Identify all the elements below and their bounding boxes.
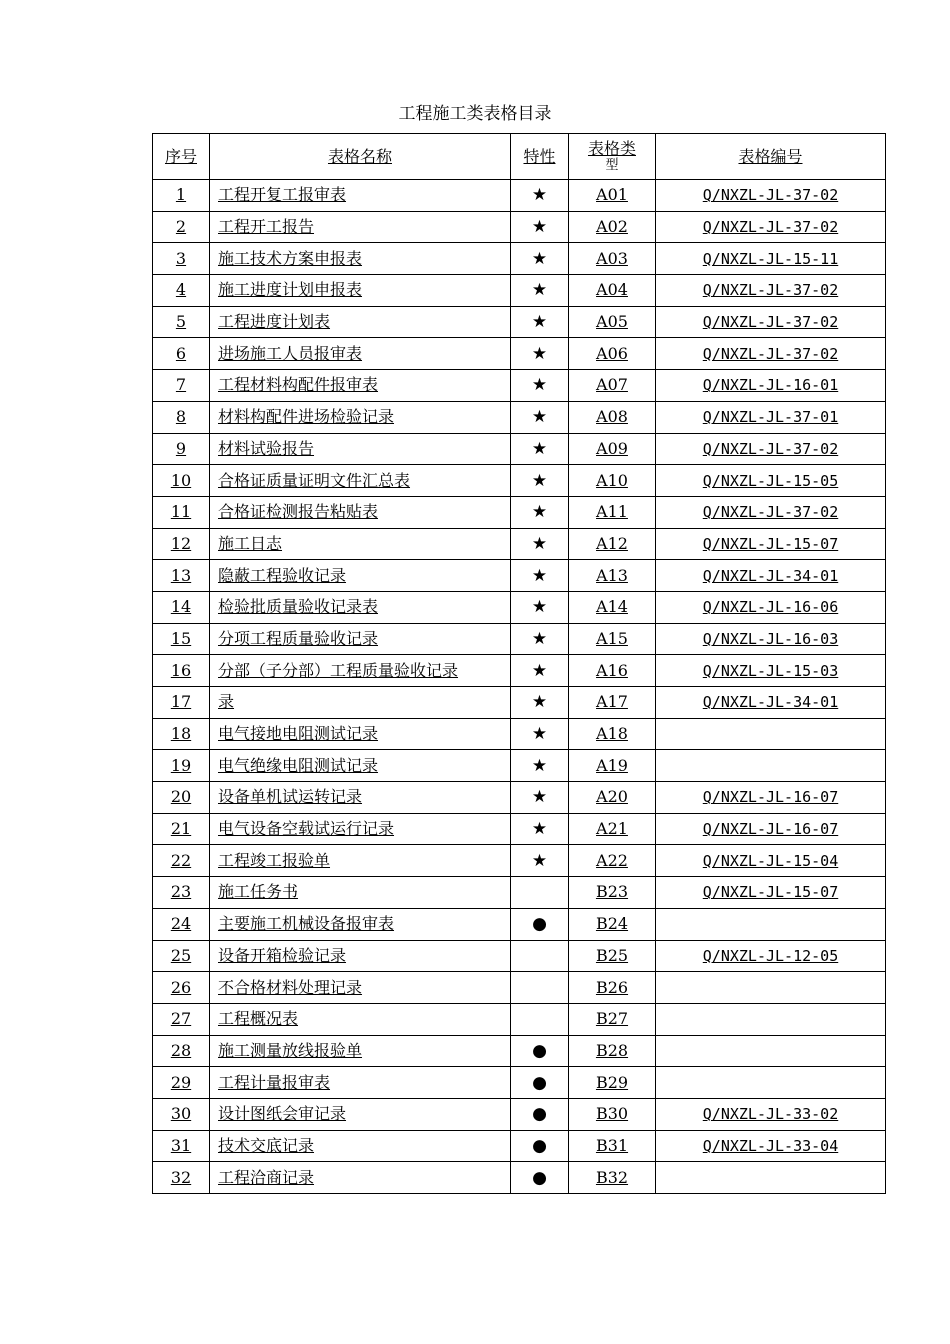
row-form-name: 合格证检测报告粘贴表 xyxy=(210,496,511,528)
table-row xyxy=(153,465,886,497)
table-row xyxy=(153,782,886,814)
row-form-type: A15 xyxy=(569,623,656,655)
table-row xyxy=(153,845,886,877)
row-feature-mark: ★ xyxy=(511,465,569,497)
row-form-type: B28 xyxy=(569,1035,656,1067)
row-form-name: 工程进度计划表 xyxy=(210,306,511,338)
row-feature-mark: ★ xyxy=(511,370,569,402)
row-form-name: 合格证质量证明文件汇总表 xyxy=(210,465,511,497)
row-form-name: 不合格材料处理记录 xyxy=(210,972,511,1004)
form-catalog-table xyxy=(152,133,886,1194)
row-form-type: B32 xyxy=(569,1162,656,1194)
row-feature-mark: ★ xyxy=(511,782,569,814)
row-form-name: 工程洽商记录 xyxy=(210,1162,511,1194)
table-row xyxy=(153,940,886,972)
row-number: 31 xyxy=(153,1130,210,1162)
table-row xyxy=(153,211,886,243)
row-number: 9 xyxy=(153,433,210,465)
row-form-code xyxy=(656,908,886,940)
table-row xyxy=(153,1162,886,1194)
table-row xyxy=(153,687,886,719)
row-form-code: Q/NXZL-JL-16-03 xyxy=(656,623,886,655)
row-feature-mark xyxy=(511,877,569,909)
row-form-code xyxy=(656,1003,886,1035)
row-feature-mark: ★ xyxy=(511,401,569,433)
table-row xyxy=(153,560,886,592)
row-form-name: 工程材料构配件报审表 xyxy=(210,370,511,402)
row-number: 2 xyxy=(153,211,210,243)
row-form-name: 电气接地电阻测试记录 xyxy=(210,718,511,750)
row-feature-mark: ★ xyxy=(511,243,569,275)
row-form-type: B31 xyxy=(569,1130,656,1162)
table-row xyxy=(153,433,886,465)
header-no: 序号 xyxy=(153,134,210,180)
header-name: 表格名称 xyxy=(210,134,511,180)
row-form-code: Q/NXZL-JL-37-02 xyxy=(656,338,886,370)
table-row xyxy=(153,655,886,687)
row-form-type: A14 xyxy=(569,591,656,623)
row-form-code: Q/NXZL-JL-34-01 xyxy=(656,560,886,592)
row-form-name: 施工日志 xyxy=(210,528,511,560)
row-feature-mark: ● xyxy=(511,1067,569,1099)
row-form-name: 工程计量报审表 xyxy=(210,1067,511,1099)
row-form-type: B27 xyxy=(569,1003,656,1035)
row-form-name: 分部（子分部）工程质量验收记录 xyxy=(210,655,511,687)
row-number: 24 xyxy=(153,908,210,940)
row-form-type: A05 xyxy=(569,306,656,338)
row-feature-mark: ★ xyxy=(511,433,569,465)
header-feature: 特性 xyxy=(511,134,569,180)
row-number: 23 xyxy=(153,877,210,909)
row-feature-mark: ★ xyxy=(511,687,569,719)
row-form-name: 录 xyxy=(210,687,511,719)
row-number: 26 xyxy=(153,972,210,1004)
table-row xyxy=(153,591,886,623)
row-feature-mark: ★ xyxy=(511,655,569,687)
row-feature-mark xyxy=(511,940,569,972)
row-form-type: A20 xyxy=(569,782,656,814)
row-number: 32 xyxy=(153,1162,210,1194)
row-number: 19 xyxy=(153,750,210,782)
row-form-code: Q/NXZL-JL-15-05 xyxy=(656,465,886,497)
row-form-name: 电气设备空载试运行记录 xyxy=(210,813,511,845)
header-type: 表格类 型 xyxy=(569,134,656,180)
row-feature-mark: ★ xyxy=(511,750,569,782)
table-row xyxy=(153,718,886,750)
row-form-name: 隐蔽工程验收记录 xyxy=(210,560,511,592)
row-form-code: Q/NXZL-JL-37-02 xyxy=(656,180,886,212)
row-feature-mark: ★ xyxy=(511,560,569,592)
table-row xyxy=(153,813,886,845)
table-row xyxy=(153,275,886,307)
row-feature-mark: ● xyxy=(511,1162,569,1194)
row-form-code xyxy=(656,972,886,1004)
row-form-name: 分项工程质量验收记录 xyxy=(210,623,511,655)
row-number: 10 xyxy=(153,465,210,497)
row-number: 14 xyxy=(153,591,210,623)
row-form-name: 工程竣工报验单 xyxy=(210,845,511,877)
row-number: 8 xyxy=(153,401,210,433)
table-row xyxy=(153,338,886,370)
row-form-type: A11 xyxy=(569,496,656,528)
row-form-code: Q/NXZL-JL-37-02 xyxy=(656,275,886,307)
row-form-code: Q/NXZL-JL-33-02 xyxy=(656,1098,886,1130)
row-number: 7 xyxy=(153,370,210,402)
page-title: 工程施工类表格目录 xyxy=(398,104,552,124)
row-number: 11 xyxy=(153,496,210,528)
row-form-type: A21 xyxy=(569,813,656,845)
header-code: 表格编号 xyxy=(656,134,886,180)
row-number: 3 xyxy=(153,243,210,275)
table-row xyxy=(153,180,886,212)
row-number: 12 xyxy=(153,528,210,560)
table-row xyxy=(153,908,886,940)
table-row xyxy=(153,1003,886,1035)
row-feature-mark: ★ xyxy=(511,180,569,212)
row-feature-mark: ★ xyxy=(511,845,569,877)
row-form-type: A12 xyxy=(569,528,656,560)
row-form-code: Q/NXZL-JL-15-04 xyxy=(656,845,886,877)
row-feature-mark: ★ xyxy=(511,813,569,845)
row-feature-mark: ★ xyxy=(511,306,569,338)
row-form-type: B25 xyxy=(569,940,656,972)
row-number: 15 xyxy=(153,623,210,655)
row-form-code: Q/NXZL-JL-12-05 xyxy=(656,940,886,972)
row-form-type: A02 xyxy=(569,211,656,243)
row-form-code: Q/NXZL-JL-37-02 xyxy=(656,306,886,338)
row-number: 5 xyxy=(153,306,210,338)
row-feature-mark: ★ xyxy=(511,338,569,370)
row-number: 22 xyxy=(153,845,210,877)
row-form-name: 主要施工机械设备报审表 xyxy=(210,908,511,940)
row-feature-mark: ● xyxy=(511,1098,569,1130)
row-feature-mark: ● xyxy=(511,908,569,940)
row-number: 28 xyxy=(153,1035,210,1067)
row-form-type: A13 xyxy=(569,560,656,592)
row-number: 17 xyxy=(153,687,210,719)
table-row xyxy=(153,496,886,528)
table-row xyxy=(153,306,886,338)
row-feature-mark: ● xyxy=(511,1035,569,1067)
row-form-code xyxy=(656,718,886,750)
row-form-name: 工程开工报告 xyxy=(210,211,511,243)
row-form-code: Q/NXZL-JL-37-01 xyxy=(656,401,886,433)
row-form-name: 电气绝缘电阻测试记录 xyxy=(210,750,511,782)
table-row xyxy=(153,401,886,433)
row-form-type: A09 xyxy=(569,433,656,465)
row-number: 20 xyxy=(153,782,210,814)
row-number: 30 xyxy=(153,1098,210,1130)
row-form-name: 工程开复工报审表 xyxy=(210,180,511,212)
row-form-type: A17 xyxy=(569,687,656,719)
row-form-code xyxy=(656,750,886,782)
row-form-code xyxy=(656,1035,886,1067)
table-row xyxy=(153,1098,886,1130)
row-number: 4 xyxy=(153,275,210,307)
row-number: 6 xyxy=(153,338,210,370)
row-form-name: 施工测量放线报验单 xyxy=(210,1035,511,1067)
row-form-type: B26 xyxy=(569,972,656,1004)
table-row xyxy=(153,528,886,560)
row-form-type: A07 xyxy=(569,370,656,402)
row-feature-mark: ★ xyxy=(511,623,569,655)
row-form-type: A03 xyxy=(569,243,656,275)
table-row xyxy=(153,243,886,275)
row-feature-mark xyxy=(511,972,569,1004)
row-form-type: A16 xyxy=(569,655,656,687)
row-form-code: Q/NXZL-JL-15-11 xyxy=(656,243,886,275)
row-form-name: 施工进度计划申报表 xyxy=(210,275,511,307)
row-form-name: 设备开箱检验记录 xyxy=(210,940,511,972)
row-feature-mark: ★ xyxy=(511,718,569,750)
row-form-code xyxy=(656,1162,886,1194)
row-form-code: Q/NXZL-JL-16-01 xyxy=(656,370,886,402)
row-form-code: Q/NXZL-JL-37-02 xyxy=(656,211,886,243)
row-form-code: Q/NXZL-JL-34-01 xyxy=(656,687,886,719)
table-row xyxy=(153,1035,886,1067)
table-row xyxy=(153,370,886,402)
row-number: 21 xyxy=(153,813,210,845)
row-number: 18 xyxy=(153,718,210,750)
row-form-type: A04 xyxy=(569,275,656,307)
row-form-code: Q/NXZL-JL-33-04 xyxy=(656,1130,886,1162)
table-row xyxy=(153,877,886,909)
row-feature-mark: ★ xyxy=(511,211,569,243)
row-form-code: Q/NXZL-JL-15-03 xyxy=(656,655,886,687)
table-header-row xyxy=(153,134,886,180)
row-feature-mark xyxy=(511,1003,569,1035)
row-form-type: A10 xyxy=(569,465,656,497)
row-form-type: B29 xyxy=(569,1067,656,1099)
row-form-code: Q/NXZL-JL-16-06 xyxy=(656,591,886,623)
row-feature-mark: ★ xyxy=(511,275,569,307)
row-feature-mark: ★ xyxy=(511,591,569,623)
row-form-name: 工程概况表 xyxy=(210,1003,511,1035)
row-form-type: B23 xyxy=(569,877,656,909)
row-form-type: A22 xyxy=(569,845,656,877)
row-form-code: Q/NXZL-JL-37-02 xyxy=(656,433,886,465)
table-row xyxy=(153,1130,886,1162)
row-number: 25 xyxy=(153,940,210,972)
row-form-type: A06 xyxy=(569,338,656,370)
row-number: 1 xyxy=(153,180,210,212)
row-form-code: Q/NXZL-JL-15-07 xyxy=(656,528,886,560)
row-form-type: A18 xyxy=(569,718,656,750)
row-form-name: 材料构配件进场检验记录 xyxy=(210,401,511,433)
row-form-code xyxy=(656,1067,886,1099)
table-row xyxy=(153,972,886,1004)
table-row xyxy=(153,750,886,782)
row-form-code: Q/NXZL-JL-15-07 xyxy=(656,877,886,909)
row-feature-mark: ★ xyxy=(511,496,569,528)
row-form-type: A19 xyxy=(569,750,656,782)
row-number: 27 xyxy=(153,1003,210,1035)
row-feature-mark: ★ xyxy=(511,528,569,560)
row-form-name: 施工任务书 xyxy=(210,877,511,909)
row-form-type: B30 xyxy=(569,1098,656,1130)
row-form-name: 检验批质量验收记录表 xyxy=(210,591,511,623)
row-number: 16 xyxy=(153,655,210,687)
row-number: 13 xyxy=(153,560,210,592)
row-form-code: Q/NXZL-JL-16-07 xyxy=(656,813,886,845)
row-form-code: Q/NXZL-JL-16-07 xyxy=(656,782,886,814)
row-form-type: B24 xyxy=(569,908,656,940)
row-feature-mark: ● xyxy=(511,1130,569,1162)
row-form-type: A08 xyxy=(569,401,656,433)
table-row xyxy=(153,623,886,655)
row-form-type: A01 xyxy=(569,180,656,212)
row-form-name: 进场施工人员报审表 xyxy=(210,338,511,370)
row-form-name: 设备单机试运转记录 xyxy=(210,782,511,814)
row-form-name: 施工技术方案申报表 xyxy=(210,243,511,275)
row-form-code: Q/NXZL-JL-37-02 xyxy=(656,496,886,528)
table-row xyxy=(153,1067,886,1099)
row-form-name: 设计图纸会审记录 xyxy=(210,1098,511,1130)
row-form-name: 材料试验报告 xyxy=(210,433,511,465)
row-number: 29 xyxy=(153,1067,210,1099)
row-form-name: 技术交底记录 xyxy=(210,1130,511,1162)
